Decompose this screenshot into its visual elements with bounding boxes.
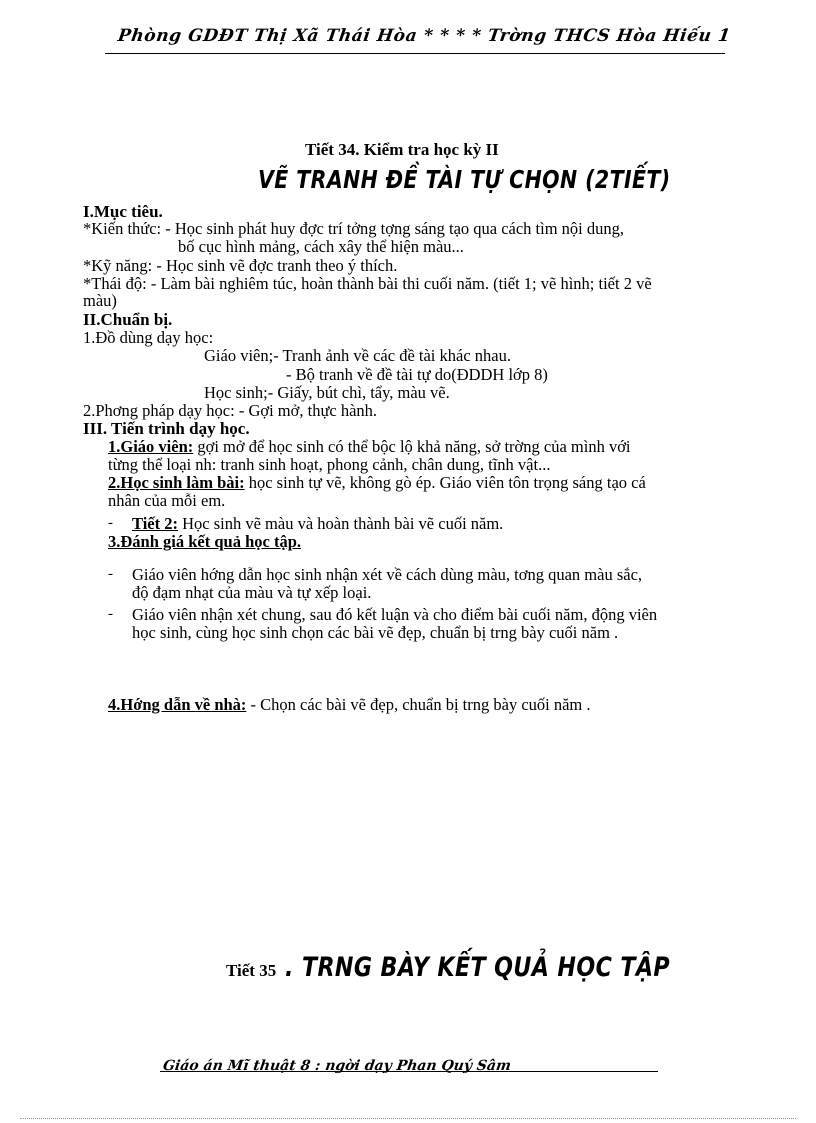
method-line: 2.Phơng pháp dạy học: - Gợi mở, thực hành. xyxy=(83,401,378,420)
teacher-line-2: - Bộ tranh về đề tài tự do(ĐDDH lớp 8) xyxy=(286,365,548,384)
evaluation-heading: 3.Đánh giá kết quả học tập. xyxy=(108,532,301,551)
page-footer: Giáo án Mĩ thuật 8 : ngời dạy Phan Quý Sâm xyxy=(161,1058,512,1074)
section-2-heading: II.Chuẩn bị. xyxy=(83,310,173,329)
tiet2-line xyxy=(132,515,503,532)
lesson-35-title: . TRNG BÀY KẾT QUẢ HỌC TẬP xyxy=(285,952,671,983)
teacher-activity-text: gợi mở để học sinh có thể bộc lộ khả năng, sở trờng của mình với xyxy=(193,437,631,456)
evaluation-bullet-1-line-1: Giáo viên hớng dẫn học sinh nhận xét về cách dùng màu, tơng quan màu sắc, xyxy=(132,565,643,584)
teacher-line-1: Giáo viên;- Tranh ảnh về các đề tài khác nhau. xyxy=(204,346,511,365)
homework-line xyxy=(108,696,591,713)
bullet-marker: - xyxy=(108,606,113,622)
page-header: Phòng GDĐT Thị Xã Thái Hòa * * * * Trờng THCS Hòa Hiếu 1 xyxy=(116,26,732,46)
student-line: Học sinh;- Giấy, bút chì, tẩy, màu vẽ. xyxy=(204,383,450,402)
student-activity-label: 2.Học sinh làm bài: xyxy=(108,473,245,492)
page-break-line xyxy=(20,1118,796,1119)
bullet-marker: - xyxy=(108,566,113,582)
bullet-marker: - xyxy=(108,515,113,531)
section-1-heading: I.Mục tiêu. xyxy=(83,202,163,221)
student-activity-line-1 xyxy=(108,474,646,491)
evaluation-bullet-2-line-1: Giáo viên nhận xét chung, sau đó kết luận và cho điểm bài cuối năm, động viên xyxy=(132,605,658,624)
teacher-activity-label: 1.Giáo viên: xyxy=(108,437,194,456)
student-activity-line-2: nhân của mỗi em. xyxy=(108,491,226,510)
attitude-line-1: *Thái độ: - Làm bài nghiêm túc, hoàn thành bài thi cuối năm. (tiết 1; vẽ hình; tiết 2 vẽ xyxy=(83,274,652,293)
knowledge-line-1: *Kiến thức: - Học sinh phát huy đợc trí tởng tợng sáng tạo qua cách tìm nội dung, xyxy=(83,219,625,238)
header-rule xyxy=(105,53,725,54)
skill-line: *Kỹ năng: - Học sinh vẽ đợc tranh theo ý thích. xyxy=(83,256,398,275)
section-3-heading: III. Tiến trình dạy học. xyxy=(83,419,250,438)
tiet2-text: Học sinh vẽ màu và hoàn thành bài vẽ cuối năm. xyxy=(177,514,504,533)
teacher-activity-line-2: từng thể loại nh: tranh sinh hoạt, phong cảnh, chân dung, tĩnh vật... xyxy=(108,455,551,474)
tiet2-label: Tiết 2: xyxy=(132,514,178,533)
homework-text: - Chọn các bài vẽ đẹp, chuẩn bị trng bày cuối năm . xyxy=(246,695,591,714)
evaluation-bullet-2-line-2: học sinh, cùng học sinh chọn các bài vẽ đẹp, chuẩn bị trng bày cuối năm . xyxy=(132,623,619,642)
evaluation-bullet-1-line-2: độ đạm nhạt của màu và tự xếp loại. xyxy=(132,583,372,602)
knowledge-line-2: bố cục hình mảng, cách xây thể hiện màu... xyxy=(178,237,464,256)
student-activity-text: học sinh tự vẽ, không gò ép. Giáo viên tôn trọng sáng tạo cá xyxy=(244,473,646,492)
homework-label: 4.Hớng dẫn về nhà: xyxy=(108,695,247,714)
lesson-35-label: Tiết 35 xyxy=(226,961,277,980)
lesson-34-subtitle: VẼ TRANH ĐỀ TÀI TỰ CHỌN (2TIẾT) xyxy=(258,165,671,194)
teacher-activity-line-1 xyxy=(108,438,631,455)
lesson-34-title: Tiết 34. Kiểm tra học kỳ II xyxy=(305,140,499,159)
footer-rule xyxy=(160,1071,658,1072)
tools-line: 1.Đồ dùng dạy học: xyxy=(83,328,214,347)
attitude-line-2: màu) xyxy=(83,291,117,310)
